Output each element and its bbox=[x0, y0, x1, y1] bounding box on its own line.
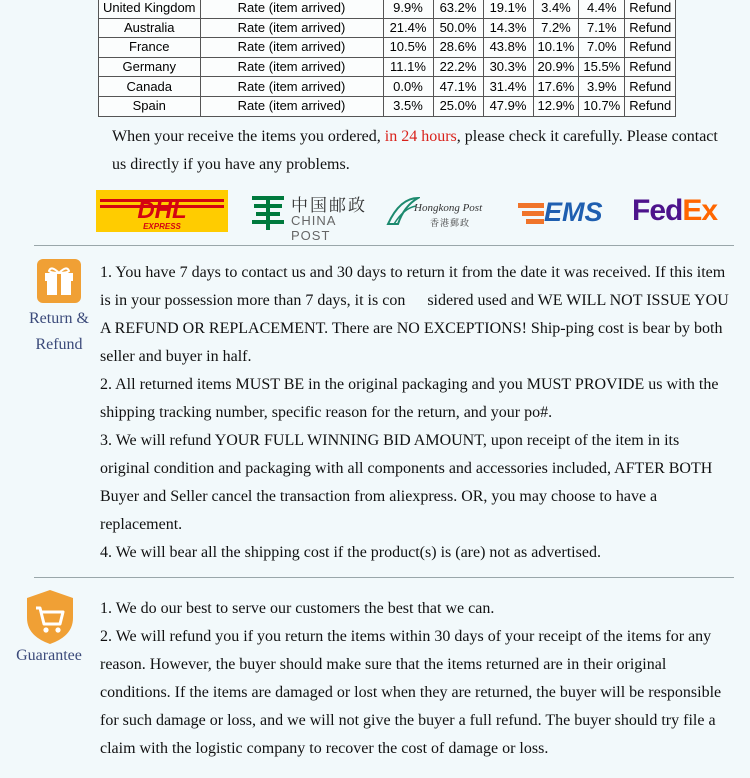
table-cell-v5: 3.9% bbox=[579, 77, 625, 97]
table-cell-v2: 25.0% bbox=[433, 96, 483, 116]
return-policy-item-3: 3. We will refund YOUR FULL WINNING BID AMOUNT, upon receipt of the item in its original condition and packaging with all components and accessories included, AFTER BOTH Buyer and Seller cancel the transaction from aliexpress. OR, you may choose to have a replacement. bbox=[100, 432, 713, 533]
notice-text-end: , please check it carefully. Please contact us directly if you have any problems. bbox=[112, 128, 718, 173]
hongkong-post-en: Hongkong Post bbox=[414, 202, 483, 214]
table-cell-action: Refund bbox=[625, 77, 676, 97]
table-cell-label: Rate (item arrived) bbox=[200, 77, 383, 97]
return-policy-item-1-part-b: sidered used and WE WILL NOT ISSUE YOU A REFUND OR REPLACEMENT. There are NO EXCEPTIONS! Ship-ping cost is bear by both seller and buyer in half. bbox=[100, 292, 729, 365]
dhl-logo bbox=[96, 190, 228, 232]
table-cell-action: Refund bbox=[625, 57, 676, 77]
table-cell-v4: 7.2% bbox=[533, 18, 579, 38]
table-cell-v1: 11.1% bbox=[383, 57, 433, 77]
table-row bbox=[99, 77, 676, 97]
return-policy-item-1 bbox=[100, 259, 732, 371]
table-cell-label: Rate (item arrived) bbox=[200, 18, 383, 38]
return-policy-item-2: 2. All returned items MUST BE in the original packaging and you MUST PROVIDE us with the shipping tracking number, specific reason for the return, and your po#. bbox=[100, 376, 719, 421]
table-cell-v1: 21.4% bbox=[383, 18, 433, 38]
section-divider bbox=[34, 577, 734, 578]
return-refund-label-line2: Refund bbox=[35, 336, 83, 353]
table-cell-v4: 12.9% bbox=[533, 96, 579, 116]
table-cell-v3: 47.9% bbox=[483, 96, 533, 116]
inspection-notice bbox=[112, 123, 732, 179]
notice-highlight: in 24 hours bbox=[384, 128, 457, 145]
table-cell-action: Refund bbox=[625, 0, 676, 18]
table-cell-v1: 0.0% bbox=[383, 77, 433, 97]
return-refund-body bbox=[100, 259, 732, 567]
table-row bbox=[99, 57, 676, 77]
guarantee-label: Guarantee bbox=[16, 647, 82, 664]
fedex-logo bbox=[632, 194, 717, 228]
table-cell-action: Refund bbox=[625, 38, 676, 58]
table-cell-v4: 17.6% bbox=[533, 77, 579, 97]
dhl-wordmark: DHL bbox=[137, 197, 187, 224]
return-refund-label-line1: Return & bbox=[29, 310, 89, 327]
table-row bbox=[99, 38, 676, 58]
table-cell-country: Germany bbox=[99, 57, 201, 77]
table-cell-v3: 14.3% bbox=[483, 18, 533, 38]
guarantee-item-1: 1. We do our best to serve our customers the best that we can. bbox=[100, 600, 495, 617]
china-post-logo bbox=[248, 190, 378, 243]
table-cell-country: Canada bbox=[99, 77, 201, 97]
table-cell-v5: 4.4% bbox=[579, 0, 625, 18]
china-post-emblem-icon bbox=[248, 192, 288, 232]
china-post-en: CHINA POST bbox=[291, 213, 336, 243]
table-cell-label: Rate (item arrived) bbox=[200, 57, 383, 77]
ems-speed-lines-icon bbox=[516, 200, 546, 228]
return-rate-table bbox=[98, 0, 676, 117]
notice-text-start: When your receive the items you ordered, bbox=[112, 128, 385, 145]
table-row bbox=[99, 18, 676, 38]
table-cell-label: Rate (item arrived) bbox=[200, 96, 383, 116]
carrier-logos bbox=[0, 190, 750, 243]
guarantee-item-2: 2. We will refund you if you return the items within 30 days of your receipt of the items for any reason. However, the buyer should make sure that the items returned are in their original conditions. If the items are damaged or lost when they are returned, the buyer will be responsible for such damage or loss, and we will not give the buyer a full refund. The buyer should try file a claim with the logistic company to recover the cost of damage or loss. bbox=[100, 628, 722, 757]
hongkong-post-cn: 香港郵政 bbox=[430, 219, 471, 229]
table-row bbox=[99, 96, 676, 116]
shopping-cart-shield-icon bbox=[23, 588, 77, 646]
return-policy-item-1-part-a: 1. You have 7 days to contact us and 30 days to return it from the date it was received. If this item is in your possession more than 7 days, it is con bbox=[100, 264, 726, 309]
table-row bbox=[99, 0, 676, 18]
table-cell-v1: 3.5% bbox=[383, 96, 433, 116]
table-cell-v2: 50.0% bbox=[433, 18, 483, 38]
table-cell-country: France bbox=[99, 38, 201, 58]
table-cell-v2: 22.2% bbox=[433, 57, 483, 77]
table-cell-v4: 10.1% bbox=[533, 38, 579, 58]
fedex-fed: Fed bbox=[632, 194, 683, 227]
table-cell-v4: 20.9% bbox=[533, 57, 579, 77]
dhl-subtitle: EXPRESS bbox=[143, 222, 181, 231]
table-cell-v3: 19.1% bbox=[483, 0, 533, 18]
table-cell-v5: 7.0% bbox=[579, 38, 625, 58]
table-cell-v2: 47.1% bbox=[433, 77, 483, 97]
table-cell-v3: 30.3% bbox=[483, 57, 533, 77]
table-cell-v3: 43.8% bbox=[483, 38, 533, 58]
table-cell-label: Rate (item arrived) bbox=[200, 0, 383, 18]
table-cell-v5: 7.1% bbox=[579, 18, 625, 38]
gift-box-icon bbox=[37, 259, 81, 303]
return-policy-item-4: 4. We will bear all the shipping cost if the product(s) is (are) not as advertised. bbox=[100, 544, 601, 561]
fedex-ex: Ex bbox=[682, 194, 718, 227]
table-cell-v1: 9.9% bbox=[383, 0, 433, 18]
ems-wordmark: EMS bbox=[544, 197, 603, 227]
table-cell-v3: 31.4% bbox=[483, 77, 533, 97]
table-cell-v5: 15.5% bbox=[579, 57, 625, 77]
table-cell-action: Refund bbox=[625, 96, 676, 116]
section-divider bbox=[34, 245, 734, 246]
table-cell-country: Australia bbox=[99, 18, 201, 38]
guarantee-body bbox=[100, 595, 732, 763]
ems-logo bbox=[516, 198, 612, 228]
table-cell-country: Spain bbox=[99, 96, 201, 116]
table-cell-v1: 10.5% bbox=[383, 38, 433, 58]
table-cell-v5: 10.7% bbox=[579, 96, 625, 116]
table-cell-label: Rate (item arrived) bbox=[200, 38, 383, 58]
table-cell-v2: 63.2% bbox=[433, 0, 483, 18]
return-refund-label bbox=[18, 306, 100, 358]
table-cell-v4: 3.4% bbox=[533, 0, 579, 18]
table-cell-action: Refund bbox=[625, 18, 676, 38]
china-post-cn: 中国邮政 bbox=[291, 196, 367, 216]
hongkong-post-logo bbox=[386, 190, 490, 232]
table-cell-v2: 28.6% bbox=[433, 38, 483, 58]
table-cell-country: United Kingdom bbox=[99, 0, 201, 18]
